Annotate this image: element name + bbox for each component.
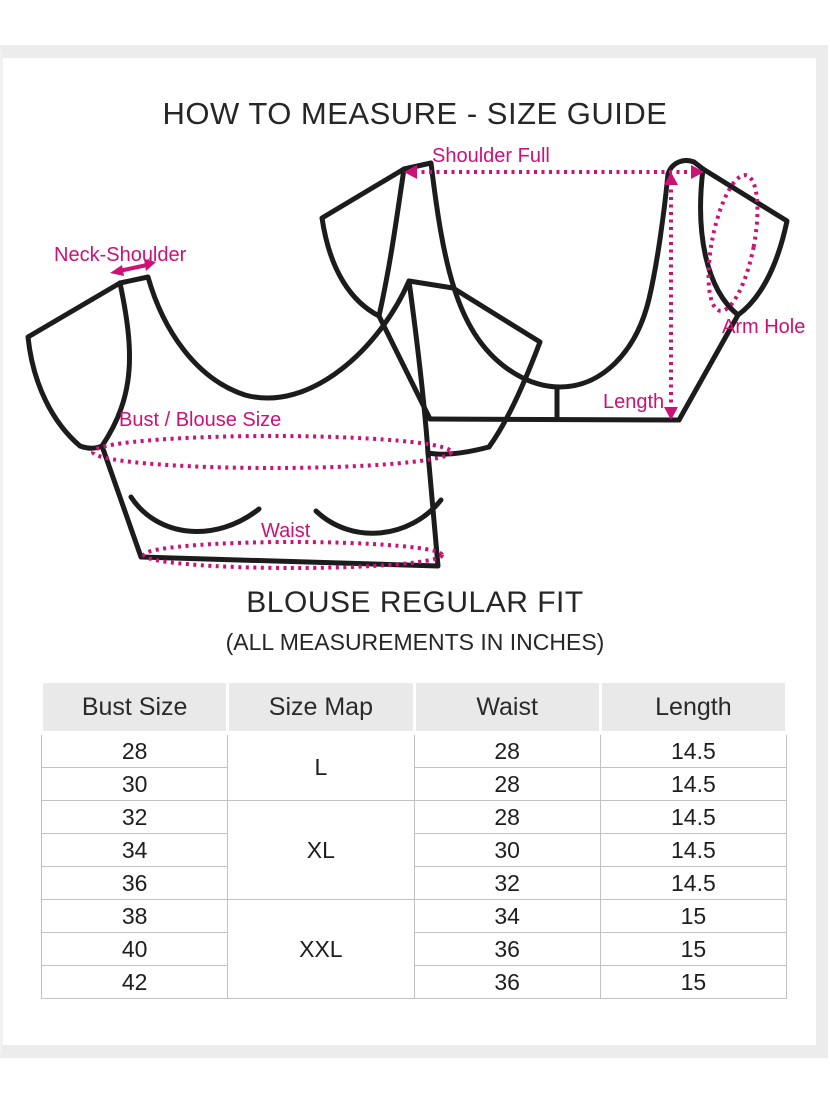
cell-length: 15	[600, 933, 786, 966]
bust-ellipse	[93, 436, 451, 468]
size-chart-table	[40, 680, 788, 999]
label-neck-shoulder: Neck-Shoulder	[54, 244, 187, 266]
cell-length: 14.5	[600, 801, 786, 834]
cell-size-map-l: L	[228, 733, 414, 801]
section-heading: BLOUSE REGULAR FIT	[246, 586, 584, 619]
label-arm-hole: Arm Hole	[722, 316, 806, 338]
section-note: (ALL MEASUREMENTS IN INCHES)	[225, 629, 605, 655]
cell-bust: 36	[42, 867, 228, 900]
cell-length: 14.5	[600, 768, 786, 801]
cell-bust: 34	[42, 834, 228, 867]
cell-bust: 28	[42, 733, 228, 768]
size-chart-header	[42, 682, 787, 734]
cell-bust: 40	[42, 933, 228, 966]
table-row	[42, 966, 787, 999]
label-length: Length	[603, 391, 665, 413]
column-header-length: Length	[600, 682, 786, 734]
column-header-waist: Waist	[414, 682, 600, 734]
cell-waist: 28	[414, 733, 600, 768]
cell-waist: 28	[414, 768, 600, 801]
cell-bust: 38	[42, 900, 228, 933]
label-shoulder-full: Shoulder Full	[432, 145, 550, 167]
cell-length: 15	[600, 966, 786, 999]
garment-outline	[28, 161, 787, 567]
cell-bust: 42	[42, 966, 228, 999]
cell-waist: 28	[414, 801, 600, 834]
cell-waist: 30	[414, 834, 600, 867]
table-row	[42, 801, 787, 834]
cell-length: 15	[600, 900, 786, 933]
size-chart-body	[42, 733, 787, 999]
page-title: HOW TO MEASURE - SIZE GUIDE	[162, 96, 668, 131]
table-row	[42, 867, 787, 900]
label-waist: Waist	[261, 520, 311, 542]
cell-size-map-xxl: XXL	[228, 900, 414, 999]
table-row	[42, 733, 787, 768]
cell-waist: 34	[414, 900, 600, 933]
cell-bust: 30	[42, 768, 228, 801]
column-header-size-map: Size Map	[228, 682, 414, 734]
header-row	[42, 682, 787, 734]
cell-waist: 36	[414, 966, 600, 999]
column-header-bust-size: Bust Size	[42, 682, 228, 734]
label-bust-blouse-size: Bust / Blouse Size	[119, 409, 282, 431]
cell-length: 14.5	[600, 867, 786, 900]
cell-waist: 36	[414, 933, 600, 966]
cell-length: 14.5	[600, 834, 786, 867]
cell-bust: 32	[42, 801, 228, 834]
cell-waist: 32	[414, 867, 600, 900]
cell-size-map-xl: XL	[228, 801, 414, 900]
cell-length: 14.5	[600, 733, 786, 768]
table-row	[42, 768, 787, 801]
table-row	[42, 834, 787, 867]
table-row	[42, 933, 787, 966]
measurement-arrowheads	[110, 165, 704, 420]
table-row	[42, 900, 787, 933]
